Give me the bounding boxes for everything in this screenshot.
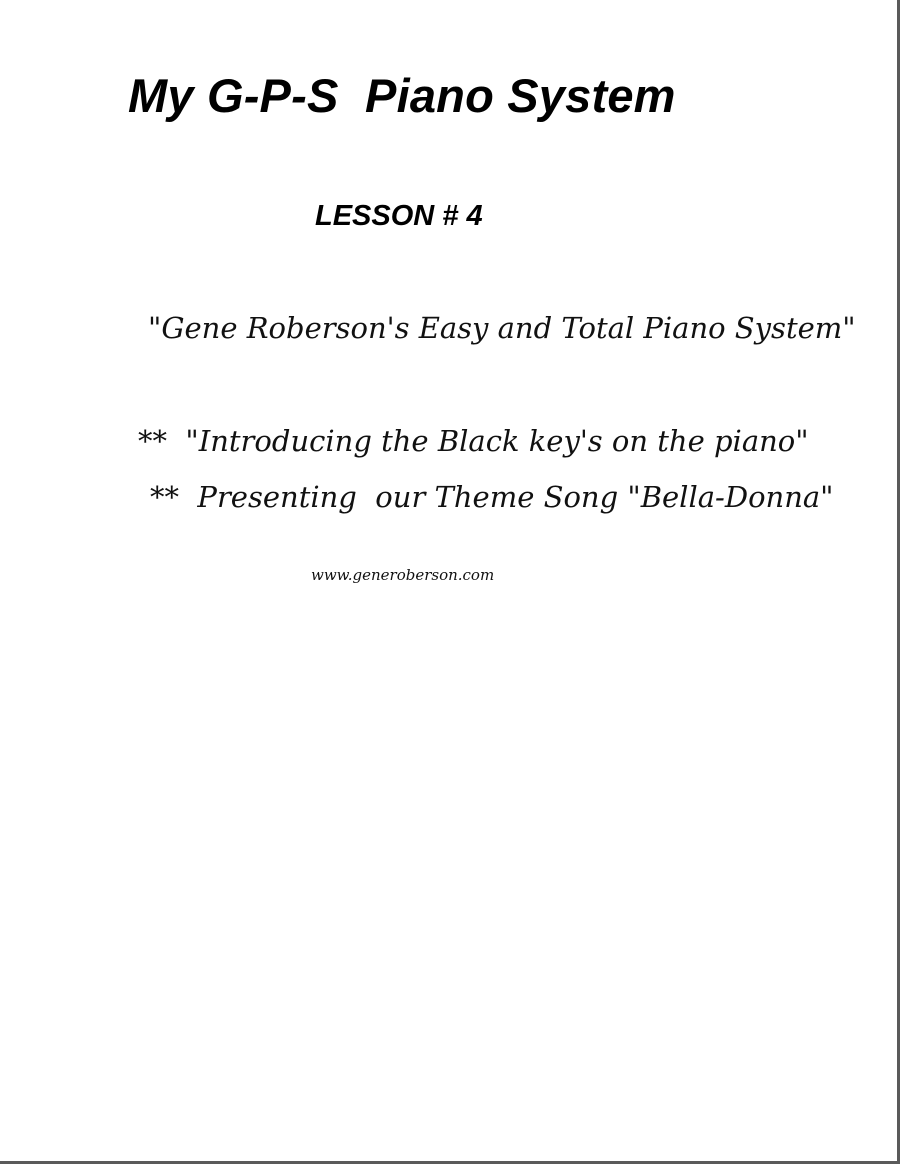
website-url: www.generoberson.com bbox=[311, 566, 495, 584]
system-subtitle: "Gene Roberson's Easy and Total Piano System" bbox=[148, 311, 856, 345]
bullet-item-theme-song: ** Presenting our Theme Song "Bella-Donna" bbox=[150, 480, 834, 514]
lesson-heading: LESSON # 4 bbox=[315, 200, 483, 232]
document-title: My G-P-S Piano System bbox=[128, 69, 676, 122]
bullet-item-black-keys: ** "Introducing the Black key's on the piano" bbox=[138, 424, 809, 458]
